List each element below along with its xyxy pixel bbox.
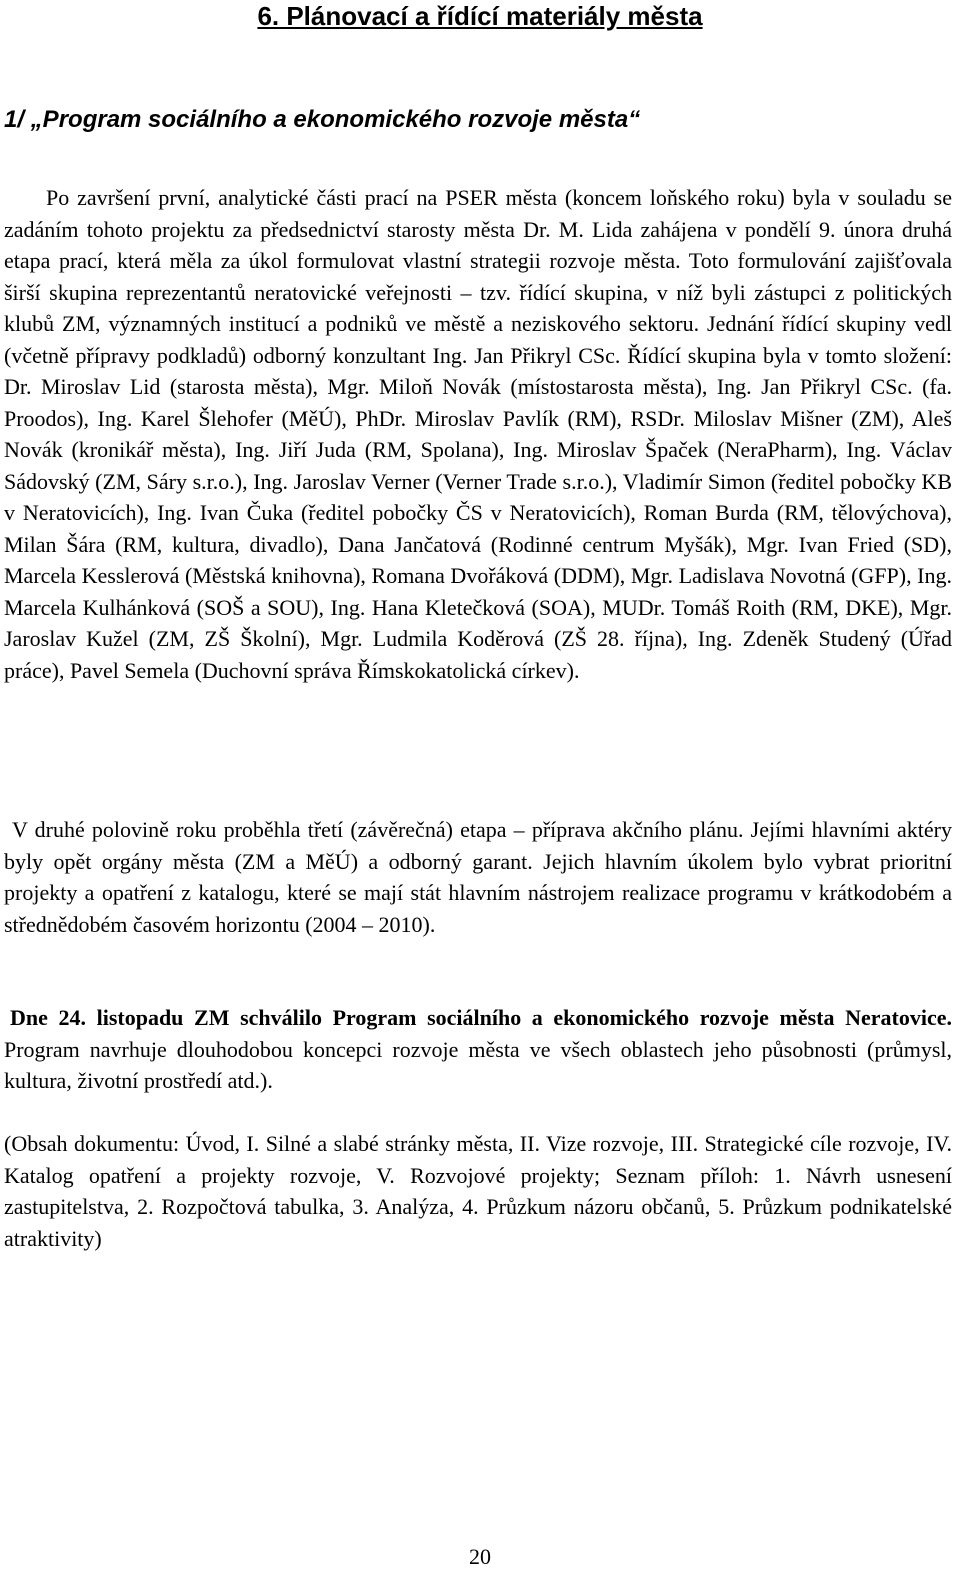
paragraph-contents: (Obsah dokumentu: Úvod, I. Silné a slabé stránky města, II. Vize rozvoje, III. Strategické cíle rozvoje, IV. Katalog opatření a projekty rozvoje, V. Rozvojové projekty; Seznam příloh: 1. Návrh usnesení zastupitelstva, 2. Rozpočtová tabulka, 3. Analýza, 4. Průzkum názoru občanů, 5. Průzkum podnikatelské atraktivity) xyxy=(4,1131,952,1251)
paragraph-steering-group: Po završení první, analytické části prací na PSER města (koncem loňského roku) byla v souladu se zadáním tohoto projektu za předsednictví starosty města Dr. M. Lida zahájena v pondělí 9. února druhá etapa prací, která měla za úkol formulovat vlastní strategii rozvoje města. Toto formulování zajišťovala širší skupina reprezentantů neratovické veřejnosti – tzv. řídící skupina, v níž byli zástupci z politických klubů ZM, významných institucí a podniků ve městě a neziskového sektoru. Jednání řídící skupiny vedl (včetně přípravy podkladů) odborný konzultant Ing. Jan Přikryl CSc. Řídící skupina byla v tomto složení: Dr. Miroslav Lid (starosta města), Mgr. Miloň Novák (místostarosta města), Ing. Jan Přikryl CSc. (fa. Proodos), Ing. Karel Šlehofer (MěÚ), PhDr. Miroslav Pavlík (RM), RSDr. Miloslav Mišner (ZM), Aleš Novák (kronikář města), Ing. Jiří Juda (RM, Spolana), Ing. Miroslav Špaček (NeraPharm), Ing. Václav Sádovský (ZM, Sáry s.r.o.), Ing. Jaroslav Verner (Verner Trade s.r.o.), Vladimír Simon (ředitel pobočky KB v Neratovicích), Ing. Ivan Čuka (ředitel pobočky ČS v Neratovicích), Roman Burda (RM, tělovýchova), Milan Šára (RM, kultura, divadlo), Dana Jančatová (Rodinné centrum Myšák), Mgr. Ivan Fried (SD), Marcela Kesslerová (Městská knihovna), Romana Dvořáková (DDM), Mgr. Ladislava Novotná (GFP), Ing. Marcela Kulhánková (SOŠ a SOU), Ing. Hana Kletečková (SOA), MUDr. Tomáš Roith (RM, DKE), Mgr. Jaroslav Kužel (ZM, ZŠ Školní), Mgr. Ludmila Koděrová (ZŠ 28. října), Ing. Zdeněk Studený (Úřad práce), Pavel Semela (Duchovní správa Římskokatolická církev). xyxy=(4,185,952,683)
page-heading: 6. Plánovací a řídící materiály města xyxy=(257,1,703,31)
section-subheading: 1/ „Program sociálního a ekonomického rozvoje města“ xyxy=(4,106,641,133)
approval-text: Program navrhuje dlouhodobou koncepci rozvoje města ve všech oblastech jeho působnosti (průmysl, kultura, životní prostředí atd.). xyxy=(4,1036,952,1093)
paragraph-approval xyxy=(4,1002,952,1097)
page-number: 20 xyxy=(469,1544,491,1569)
approval-bold-text: Dne 24. listopadu ZM schválilo Program sociálního a ekonomického rozvoje města Neratovice. xyxy=(10,1005,952,1030)
paragraph-third-stage: V druhé polovině roku proběhla třetí (závěrečná) etapa – příprava akčního plánu. Jejími hlavními aktéry byly opět orgány města (ZM a MěÚ) a odborný garant. Jejich hlavním úkolem bylo vybrat prioritní projekty a opatření z katalogu, které se mají stát hlavním nástrojem realizace programu v krátkodobém a střednědobém časovém horizontu (2004 – 2010). xyxy=(4,817,952,937)
